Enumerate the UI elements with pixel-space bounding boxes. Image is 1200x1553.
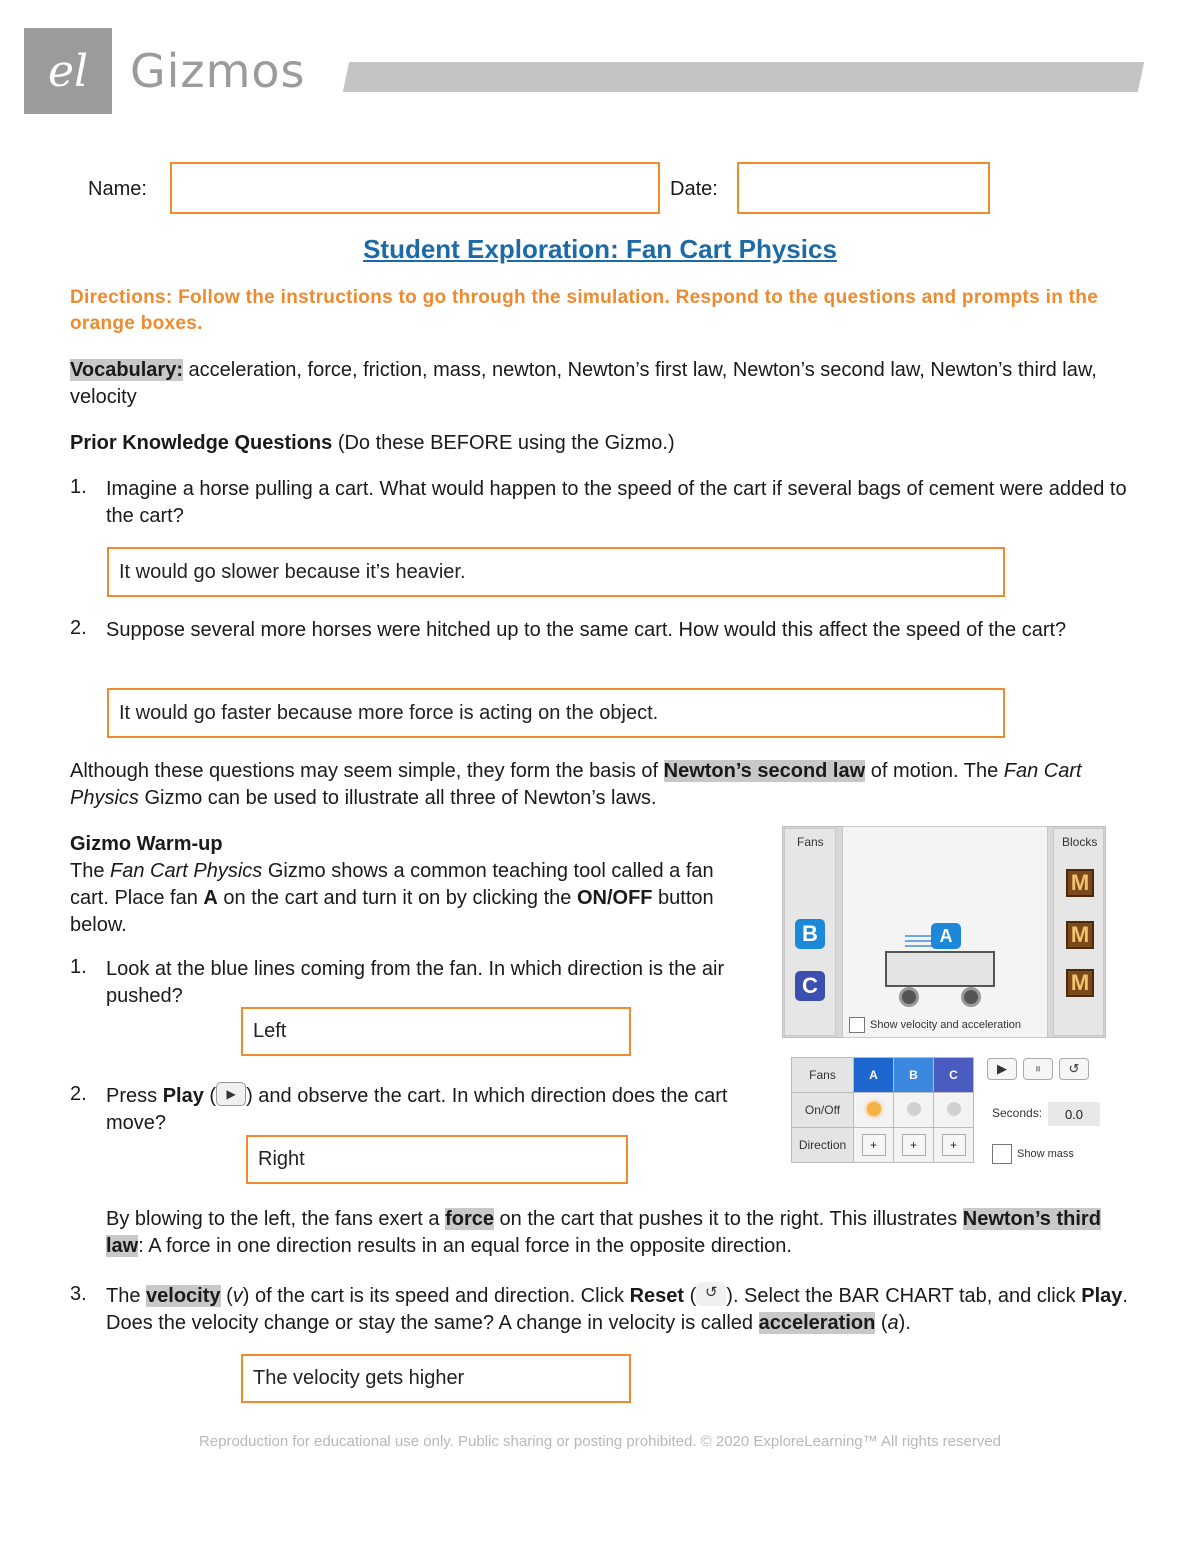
prior-q1-number: 1. <box>70 476 87 498</box>
warmup-intro-3: on the cart and turn it on by clicking the <box>217 887 577 909</box>
prior-q2-answer-box[interactable] <box>107 688 1005 738</box>
q3-text-6: . Does the velocity change or stay the same? A change in velocity is called <box>106 1285 1128 1334</box>
date-label: Date: <box>670 178 718 200</box>
controls-col-a: A <box>854 1058 894 1093</box>
directions-text: Directions: Follow the instructions to go through the simulation. Respond to the questions and prompts in the orange boxes. <box>70 287 1099 334</box>
direction-a[interactable] <box>854 1128 894 1163</box>
prior-knowledge-heading <box>70 430 1130 457</box>
play-inline-icon: ▶ <box>216 1082 246 1106</box>
pause-button[interactable]: ⏸ <box>1023 1058 1053 1080</box>
warmup-intro-4: button below. <box>70 887 714 936</box>
newton-text-1: Although these questions may seem simple, they form the basis of <box>70 760 664 782</box>
controls-col-b: B <box>894 1058 934 1093</box>
play-button[interactable]: ▶ <box>987 1058 1017 1080</box>
direction-b-button[interactable]: + <box>902 1134 926 1156</box>
explorelearning-logo <box>24 28 112 114</box>
prior-q2-number: 2. <box>70 617 87 639</box>
q3-text-1: The <box>106 1285 147 1307</box>
fan-controls <box>791 1057 974 1163</box>
fan-b-button[interactable]: B <box>795 919 825 949</box>
blocks-panel-label: Blocks <box>1062 835 1098 849</box>
direction-c[interactable] <box>934 1128 974 1163</box>
prior-q1-answer: It would go slower because it’s heavier. <box>119 560 466 583</box>
warmup-q1-answer-box[interactable] <box>241 1007 631 1056</box>
prior-q1-text: Imagine a horse pulling a cart. What would happen to the speed of the cart if several bags of cement were added to the cart? <box>106 478 1127 527</box>
show-mass-toggle[interactable] <box>992 1144 1074 1164</box>
vocabulary-label: Vocabulary: <box>70 359 183 381</box>
newton-second-law-term: Newton’s second law <box>663 760 866 782</box>
newton-gizmo-name: Fan Cart Physics <box>70 760 1082 809</box>
fan-c-button[interactable]: C <box>795 971 825 1001</box>
warmup-q2-pre: Press <box>106 1085 163 1107</box>
warmup-q2-number: 2. <box>70 1083 87 1105</box>
warmup-q3-answer: The velocity gets higher <box>253 1367 465 1389</box>
q3-text-3: ) of the cart is its speed and direction. Click <box>242 1285 630 1307</box>
prior-q2-answer: It would go faster because more force is acting on the object. <box>119 701 659 724</box>
mass-block-3[interactable]: M <box>1066 969 1094 997</box>
expl-text-1: By blowing to the left, the fans exert a <box>106 1208 446 1230</box>
q3-play: Play <box>1081 1285 1123 1307</box>
reset-button[interactable]: ↺ <box>1059 1058 1089 1080</box>
warmup-q3-answer-box[interactable] <box>241 1354 631 1403</box>
direction-b[interactable] <box>894 1128 934 1163</box>
warmup-intro-1: The <box>70 860 111 882</box>
onoff-a[interactable] <box>854 1093 894 1128</box>
onoff-c-light[interactable] <box>947 1102 961 1116</box>
expl-text-3: : A force in one direction results in an equal force in the opposite direction. <box>138 1235 792 1257</box>
simulation-track <box>842 826 1048 1038</box>
fans-panel-label: Fans <box>797 835 824 849</box>
warmup-q2-play: Play <box>162 1085 204 1107</box>
direction-c-button[interactable]: + <box>942 1134 966 1156</box>
onoff-b-light[interactable] <box>907 1102 921 1116</box>
expl-force-term: force <box>445 1208 494 1230</box>
warmup-q2-text <box>106 1083 756 1137</box>
onoff-c[interactable] <box>934 1093 974 1128</box>
cart-fan-a[interactable]: A <box>931 923 961 949</box>
newton-text-2: of motion. The <box>865 760 1004 782</box>
warmup-fan-a: A <box>203 887 218 909</box>
controls-direction-label: Direction <box>792 1128 854 1163</box>
q3-acceleration-term: acceleration <box>758 1312 876 1334</box>
newton-text-3: Gizmo can be used to illustrate all three of Newton’s laws. <box>138 787 657 809</box>
q3-a-symbol: a <box>887 1312 899 1334</box>
seconds-label: Seconds: <box>992 1106 1043 1120</box>
q3-text-4: ( <box>684 1285 697 1307</box>
cart-wheel-right <box>961 987 981 1007</box>
show-va-checkbox[interactable] <box>849 1017 865 1033</box>
page-title: Student Exploration: Fan Cart Physics <box>363 234 837 264</box>
controls-col-c: C <box>934 1058 974 1093</box>
prior-q1-answer-box[interactable] <box>107 547 1005 597</box>
q3-v-symbol: v <box>232 1285 243 1307</box>
warmup-heading: Gizmo Warm-up <box>70 833 223 855</box>
name-value <box>172 164 658 212</box>
reset-inline-icon: ↺ <box>696 1282 726 1306</box>
footer-copyright: Reproduction for educational use only. Public sharing or posting prohibited. © 2020 ExploreLearning™ All rights reserved <box>198 1433 1002 1450</box>
q3-velocity-term: velocity <box>146 1285 221 1307</box>
vocabulary-list: acceleration, force, friction, mass, newton, Newton’s first law, Newton’s second law, Newton’s third law, velocity <box>70 359 1097 408</box>
prior-note: (Do these BEFORE using the Gizmo.) <box>332 432 675 454</box>
show-va-label: Show velocity and acceleration <box>870 1019 1022 1031</box>
warmup-gizmo-name: Fan Cart Physics <box>110 860 263 882</box>
controls-onoff-label: On/Off <box>792 1093 854 1128</box>
warmup-q1-answer: Left <box>253 1020 287 1042</box>
date-value <box>739 164 988 212</box>
q3-text-8: ). <box>898 1312 911 1334</box>
mass-block-2[interactable]: M <box>1066 921 1094 949</box>
warmup-q2-answer: Right <box>258 1148 305 1170</box>
onoff-a-light[interactable] <box>867 1102 881 1116</box>
seconds-value: 0.0 <box>1048 1102 1100 1126</box>
cart-wheel-left <box>899 987 919 1007</box>
q3-text-2: ( <box>220 1285 233 1307</box>
prior-q2-text: Suppose several more horses were hitched up to the same cart. How would this affect the speed of the cart? <box>106 619 1067 641</box>
warmup-q1-number: 1. <box>70 956 87 978</box>
header-decor-bar <box>343 62 1144 92</box>
warmup-q1-text: Look at the blue lines coming from the fan. In which direction is the air pushed? <box>106 958 725 1007</box>
warmup-q2-open: ( <box>203 1085 217 1107</box>
vocabulary-paragraph <box>70 357 1130 411</box>
warmup-q3-number: 3. <box>70 1283 87 1305</box>
warmup-onoff: ON/OFF <box>576 887 653 909</box>
warmup-q2-post: ) and observe the cart. In which direction does the cart move? <box>106 1085 728 1134</box>
warmup-intro-2: Gizmo shows a common teaching tool called a fan cart. Place fan <box>70 860 714 909</box>
q3-reset: Reset <box>629 1285 685 1307</box>
warmup-q2-answer-box[interactable] <box>246 1135 628 1184</box>
q3-text-7: ( <box>875 1312 888 1334</box>
blocks-panel <box>1053 828 1104 1036</box>
warmup-section <box>70 831 740 939</box>
name-field[interactable] <box>170 162 660 214</box>
expl-text-2: on the cart that pushes it to the right. This illustrates <box>494 1208 963 1230</box>
fan-cart[interactable] <box>885 951 995 987</box>
mass-block-1[interactable]: M <box>1066 869 1094 897</box>
onoff-b[interactable] <box>894 1093 934 1128</box>
expl-third-law-term: Newton’s third law <box>106 1208 1101 1257</box>
fans-panel <box>784 828 836 1036</box>
warmup-explanation <box>106 1206 1130 1260</box>
controls-fans-header: Fans <box>792 1058 854 1093</box>
prior-heading: Prior Knowledge Questions <box>70 432 333 454</box>
logo-glyph: el <box>47 45 89 97</box>
q3-text-5: ). Select the BAR CHART tab, and click <box>726 1285 1082 1307</box>
warmup-q3-text <box>106 1283 1130 1337</box>
show-mass-label: Show mass <box>1017 1148 1074 1160</box>
show-mass-checkbox[interactable] <box>992 1144 1012 1164</box>
date-field[interactable] <box>737 162 990 214</box>
show-va-toggle[interactable] <box>849 1017 1021 1033</box>
newton-paragraph <box>70 758 1130 812</box>
direction-a-button[interactable]: + <box>862 1134 886 1156</box>
brand-name: Gizmos <box>130 44 306 98</box>
name-label: Name: <box>88 178 147 200</box>
